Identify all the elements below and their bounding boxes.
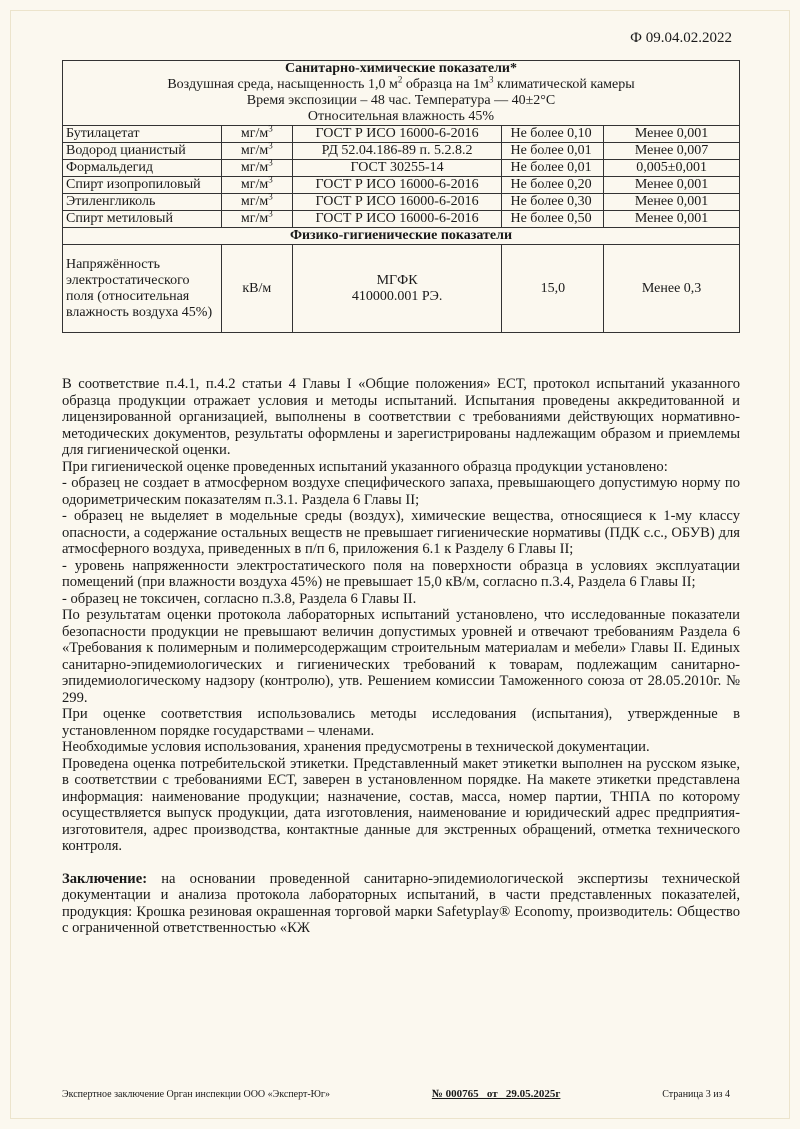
sup: 3 (268, 140, 273, 151)
cell-norm: Не более 0,01 (502, 143, 604, 160)
sup: 3 (268, 157, 273, 168)
cell-name: Формальдегид (63, 160, 222, 177)
header-line: Время экспозиции – 48 час. Температура — 40±2°С (246, 93, 556, 108)
paragraph: В соответствие п.4.1, п.4.2 статьи 4 Главы I «Общие положения» ЕСТ, протокол испытаний указанного образца продукции отражает условия и методы испытаний. Испытания проведены аккредитованной и лицензированной организацией, выполнены в соответствии с требованиями действующих нормативно-методических документов, результаты оформлены и зарегистрированы надлежащим образом и приемлемы для гигиенической оценки. (62, 376, 740, 458)
unit-text: мг/м (240, 211, 269, 226)
table-row (63, 126, 740, 143)
cell-result: Менее 0,001 (604, 211, 740, 228)
sup: 3 (268, 191, 273, 202)
cell-unit (221, 208, 292, 228)
conclusion (62, 871, 740, 937)
paragraph: При гигиенической оценке проведенных испытаний указанного образца продукции установлено: (62, 458, 668, 475)
cell-norm: Не более 0,01 (502, 160, 604, 177)
unit-text: мг/м (240, 126, 269, 141)
cell-norm: 15,0 (502, 245, 604, 333)
paragraph: - образец не создает в атмосферном воздухе специфического запаха, превышающего допустимую норму по одориметрическим показателям п.3.1. Раздела 6 Главы II; (62, 475, 740, 508)
cell-norm: Не более 0,10 (502, 126, 604, 143)
paragraph: По результатам оценки протокола лабораторных испытаний установлено, что исследованные показатели безопасности продукции не превышают величин допустимых уровней и отвечают требованиям Раздела 6 «Требования к полимерным и полимерсодержащим строительным материалам и мебели» Главы II. Единых санитарно-эпидемиологических и гигиенических требований к товарам, подлежащим санитарно-эпидемиологическому надзору (контролю), утв. Решением комиссии Таможенного союза от 28.05.2010г. № 299. (62, 607, 740, 706)
header-line: Воздушная среда, насыщенность 1,0 м (167, 77, 398, 92)
paragraph: - уровень напряженности электростатического поля на поверхности образца в условиях эксплуатации помещений (при влажности воздуха 45%) не превышает 15,0 кВ/м, согласно п.3.4, Раздела 6 Главы II; (62, 557, 740, 590)
cell-method: ГОСТ Р ИСО 16000-6-2016 (292, 194, 502, 211)
cell-result: Менее 0,007 (604, 143, 740, 160)
sup: 3 (268, 174, 273, 185)
footer-page-number: Страница 3 из 4 (662, 1088, 730, 1100)
section-title: Физико-гигиенические показатели (289, 228, 513, 243)
header-line: климатической камеры (496, 77, 635, 92)
cell-name: Бутилацетат (63, 126, 222, 143)
header-line: образца на 1м (405, 77, 489, 92)
cell-result: 0,005±0,001 (604, 160, 740, 177)
table-row (63, 177, 740, 194)
table-row (63, 194, 740, 211)
paragraph: - образец не выделяет в модельные среды (воздух), химические вещества, относящиеся к 1-му классу опасности, а содержание остальных веществ не превышает гигиенические нормативы (ПДК с.с., ОБУВ) для атмосферного воздуха, приведенных в п/п 6, приложения 6.1 к Разделу 6 Главы II; (62, 508, 740, 557)
cell-norm: Не более 0,20 (502, 177, 604, 194)
footer-doc-number: № 000765 от 29.05.2025г (431, 1088, 561, 1100)
cell-result: Менее 0,3 (604, 245, 740, 333)
cell-unit (221, 140, 292, 160)
conclusion-text: на основании проведенной санитарно-эпидемиологической экспертизы технической документации и анализа протокола лабораторных испытаний, в части представленных показателей, продукция: Крошка резиновая окрашенная торговой марки Safetyplay® Economy, производитель: Общество с ограниченной ответственностью «КЖ (62, 870, 740, 936)
sup: 2 (397, 74, 403, 85)
cell-method: ГОСТ 30255-14 (292, 160, 502, 177)
cell-name: Спирт метиловый (63, 211, 222, 228)
section-title: Санитарно-химические показатели* (284, 61, 517, 76)
page-footer (62, 1088, 730, 1100)
cell-result: Менее 0,001 (604, 177, 740, 194)
cell-method: ГОСТ Р ИСО 16000-6-2016 (292, 126, 502, 143)
cell-result: Менее 0,001 (604, 126, 740, 143)
sup: 3 (268, 123, 273, 134)
cell-name: Спирт изопропиловый (63, 177, 222, 194)
cell-method: ГОСТ Р ИСО 16000-6-2016 (292, 177, 502, 194)
sup: 3 (268, 208, 273, 219)
cell-unit (221, 123, 292, 143)
cell-result: Менее 0,001 (604, 194, 740, 211)
footer-issuer: Экспертное заключение Орган инспекции ООО «Эксперт-Юг» (62, 1088, 331, 1100)
sup: 3 (488, 74, 494, 85)
cell-method: РД 52.04.186-89 п. 5.2.8.2 (292, 143, 502, 160)
conclusion-label: Заключение: (62, 870, 148, 887)
cell-unit (221, 174, 292, 194)
cell-name: Водород цианистый (63, 143, 222, 160)
unit-text: мг/м (240, 194, 269, 209)
cell-unit: кВ/м (221, 245, 292, 333)
table-row (63, 211, 740, 228)
results-table (62, 60, 740, 333)
form-code: Ф 09.04.02.2022 (630, 30, 732, 46)
cell-norm: Не более 0,50 (502, 211, 604, 228)
document-body (62, 376, 740, 937)
header-line: Относительная влажность 45% (307, 109, 495, 124)
unit-text: мг/м (240, 143, 269, 158)
table-row (63, 245, 740, 333)
cell-name: Напряжённость электростатического поля (относительная влажность воздуха 45%) (63, 245, 222, 333)
section2-header (63, 228, 740, 245)
cell-name: Этиленгликоль (63, 194, 222, 211)
table-row (63, 160, 740, 177)
table-row (63, 143, 740, 160)
cell-unit (221, 157, 292, 177)
cell-method: МГФК 410000.001 РЭ. (292, 245, 502, 333)
paragraph: Необходимые условия использования, хранения предусмотрены в технической документации. (62, 739, 650, 755)
cell-method: ГОСТ Р ИСО 16000-6-2016 (292, 211, 502, 228)
paragraph: Проведена оценка потребительской этикетки. Представленный макет этикетки выполнен на русском языке, в соответствии с требованиями ЕСТ, заверен в установленном порядке. На макете этикетки представлена информация: наименование продукции; назначение, состав, масса, номер партии, ТНПА по которому осуществляется выпуск продукции, дата изготовления, наименование и юридический адрес предприятия-изготовителя, адрес производства, контактные данные для экстренных обращений, отметка технического контроля. (62, 755, 740, 854)
unit-text: мг/м (240, 160, 269, 175)
cell-norm: Не более 0,30 (502, 194, 604, 211)
cell-unit (221, 191, 292, 211)
paragraph: - образец не токсичен, согласно п.3.8, Раздела 6 Главы II. (62, 590, 417, 607)
section1-header (63, 61, 740, 126)
paragraph: При оценке соответствия использовались методы исследования (испытания), утвержденные в установленном порядке государствами – членами. (62, 706, 740, 739)
unit-text: мг/м (240, 177, 269, 192)
